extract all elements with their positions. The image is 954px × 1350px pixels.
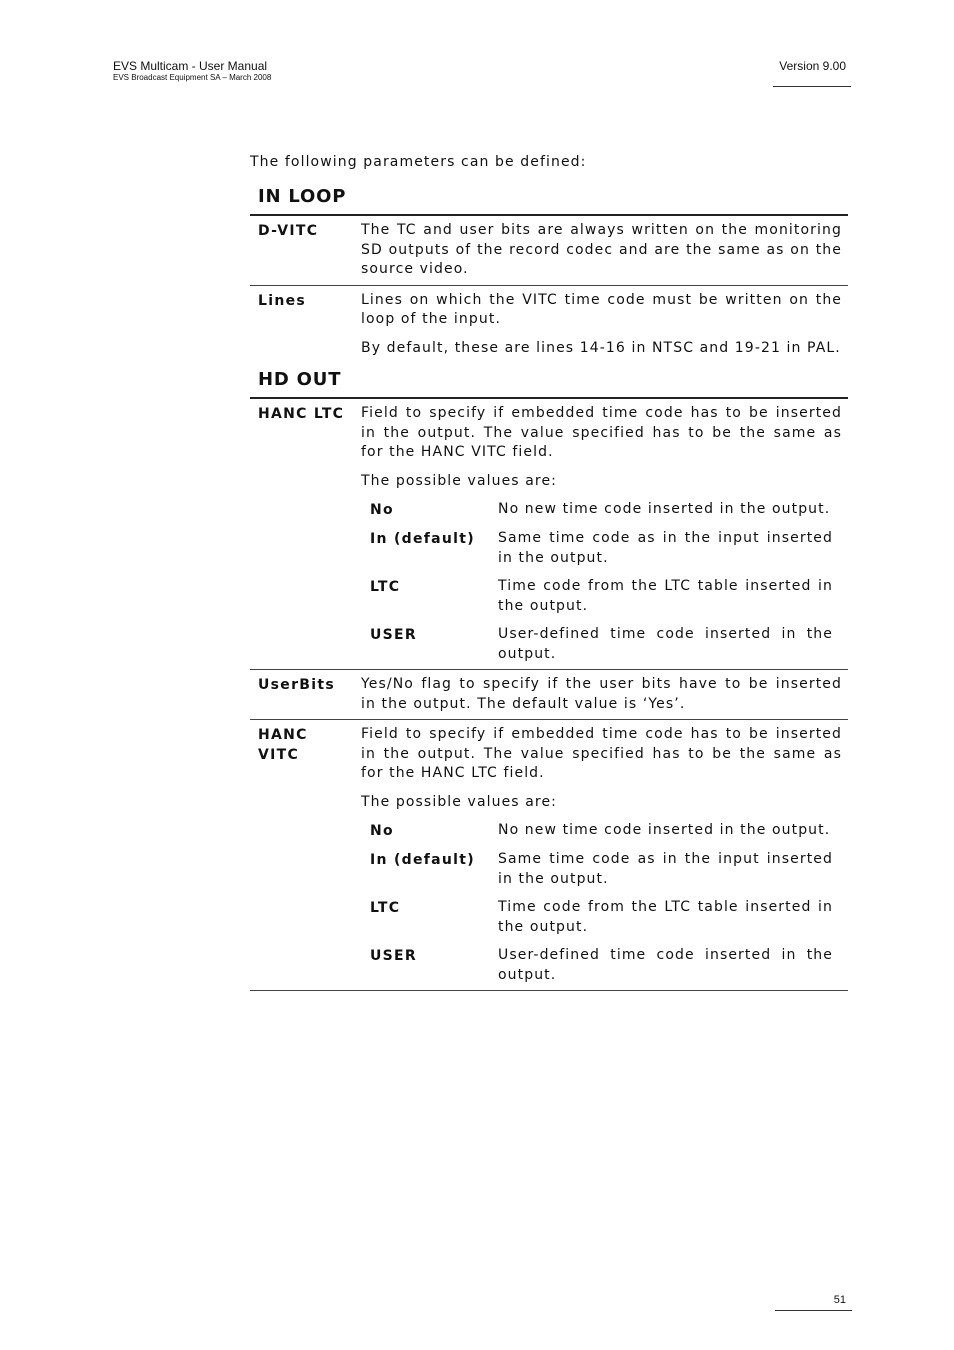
param-desc-text: By default, these are lines 14-16 in NTSC and 19-21 in PAL. — [361, 339, 841, 356]
value-item — [361, 577, 842, 616]
value-name: USER — [370, 948, 417, 964]
value-name: LTC — [370, 579, 401, 595]
param-desc-text: Lines on which the VITC time code must be written on the loop of the input. — [361, 291, 842, 327]
section-heading-hd-out: HD OUT — [258, 369, 342, 390]
param-term — [250, 725, 361, 985]
value-name: USER — [370, 627, 417, 643]
values-list — [361, 821, 842, 985]
param-row-d-vitc — [250, 216, 848, 286]
value-desc: User-defined time code inserted in the output. — [498, 626, 833, 662]
value-desc: No new time code inserted in the output. — [498, 501, 831, 517]
param-desc — [361, 404, 842, 664]
values-list — [361, 500, 842, 664]
param-desc — [361, 725, 842, 985]
param-desc-text: Field to specify if embedded time code has to be inserted in the output. The value specified has to be the same as for the HANC LTC field. — [361, 726, 842, 781]
param-term: HANC LTC — [258, 406, 345, 422]
param-desc-text: The TC and user bits are always written on the monitoring SD outputs of the record codec and are the same as on the source video. — [361, 222, 842, 277]
param-row-lines — [250, 286, 848, 364]
param-term: UserBits — [258, 677, 335, 693]
document-subtitle: EVS Broadcast Equipment SA – March 2008 — [113, 73, 272, 82]
value-item — [361, 625, 842, 664]
value-desc: Same time code as in the input inserted in the output. — [498, 851, 833, 887]
value-item — [361, 898, 842, 937]
value-item — [361, 946, 842, 985]
value-item — [361, 500, 842, 520]
param-term: D-VITC — [258, 223, 319, 239]
document-version: Version 9.00 — [779, 59, 846, 73]
intro-text: The following parameters can be defined: — [250, 154, 587, 170]
param-row-hanc-vitc — [250, 720, 848, 991]
param-desc — [361, 675, 842, 714]
header-left — [113, 59, 271, 83]
param-desc-text: Field to specify if embedded time code has to be inserted in the output. The value specified has to be the same as for the HANC VITC field. — [361, 405, 842, 460]
values-intro: The possible values are: — [361, 793, 557, 810]
param-term-line: VITC — [258, 747, 300, 763]
value-desc: No new time code inserted in the output. — [498, 822, 831, 838]
param-desc — [361, 221, 842, 280]
value-name: In (default) — [370, 852, 475, 868]
value-name: In (default) — [370, 531, 475, 547]
param-row-hanc-ltc — [250, 399, 848, 670]
value-name: No — [370, 823, 394, 839]
section-heading-in-loop: IN LOOP — [258, 186, 347, 207]
value-item — [361, 529, 842, 568]
value-item — [361, 821, 842, 841]
param-row-userbits — [250, 670, 848, 720]
param-desc-text: Yes/No flag to specify if the user bits have to be inserted in the output. The default value is ‘Yes’. — [361, 676, 842, 712]
param-term: Lines — [258, 292, 307, 309]
value-desc: User-defined time code inserted in the output. — [498, 947, 833, 983]
value-desc: Time code from the LTC table inserted in the output. — [498, 578, 833, 614]
value-item — [361, 850, 842, 889]
value-name: LTC — [370, 900, 401, 916]
header-divider — [773, 86, 851, 87]
value-desc: Time code from the LTC table inserted in the output. — [498, 899, 833, 935]
page-number: 51 — [833, 1294, 846, 1306]
values-intro: The possible values are: — [361, 472, 557, 489]
param-desc — [361, 291, 842, 359]
value-name: No — [370, 502, 394, 518]
page-content — [250, 152, 848, 991]
document-title: EVS Multicam - User Manual — [113, 59, 268, 73]
footer-divider — [775, 1310, 852, 1311]
param-term-line: HANC — [258, 727, 308, 743]
value-desc: Same time code as in the input inserted in the output. — [498, 530, 833, 566]
